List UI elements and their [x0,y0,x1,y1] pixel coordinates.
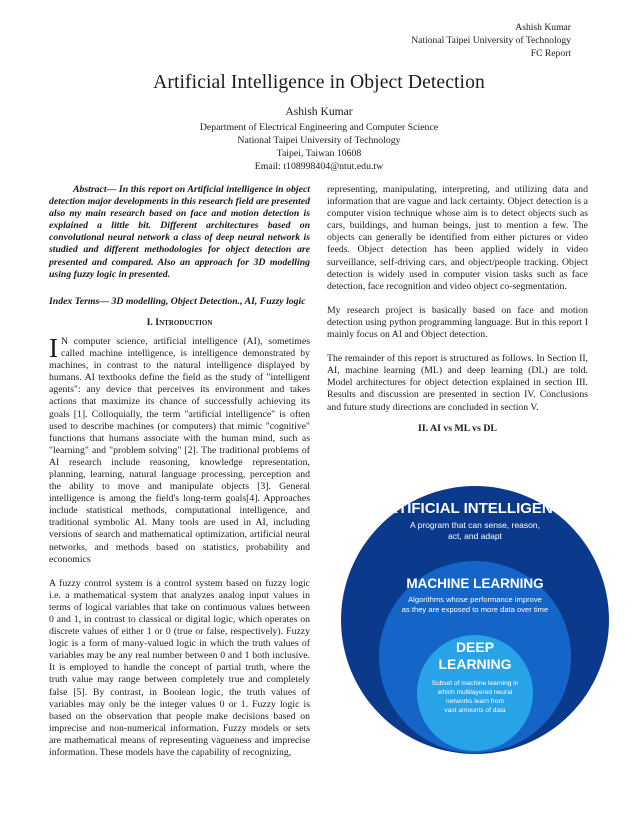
dl-desc-line3: networks learn from [446,698,504,705]
object-detection-paragraph: representing, manipulating, interpreting, and utilizing data and information that are vague and lack certainty. Object detection is a computer vision technique whose aim is to detect objects such as cars, buildings, and human beings, just to mention a few. The objects can generally be identified from either pictures or video feeds. Object detection has been applied widely in video surveillance, self-driving cars, and object/people tracking. Object detection is widely used in computer vision tasks such as face detection, face recognition and video object co-segmentation. [327,184,588,292]
author-email: Email: t108998404@ntut.edu.tw [254,161,384,172]
left-column [49,184,310,759]
ml-title: MACHINE LEARNING [406,576,544,591]
fuzzy-paragraph: A fuzzy control system is a control system based on fuzzy logic i.e. a mathematical system that analyzes analog input values in terms of logical variables that take on continuous values between 0 and 1, in contrast to classical or digital logic, which operates on discrete values of either 1 or 0 (true or false, respectively). Fuzzy logic is a form of many-valued logic in which the truth values of variables may be any real number between 0 and 1 both inclusive. It is employed to handle the concept of partial truth, where the truth value may range between completely true and completely false [5]. By contrast, in Boolean logic, the truth values of variables may only be the integer values 0 or 1. Fuzzy logic is based on the observation that people make decisions based on imprecise and non-numerical information. Fuzzy models or sets are mathematical means of representing vagueness and imprecise information. These models have the capability of recognizing, [49,577,310,759]
dl-desc-line2: which multilayered neural [437,689,513,696]
ai-title: ARTIFICIAL INTELLIGENCE [376,500,574,517]
ai-ml-dl-figure [340,469,610,769]
running-head [411,21,571,60]
paper-title: Artificial Intelligence in Object Detection [153,72,485,93]
section-heading-ai-ml-dl-text: II. AI vs ML vs DL [418,422,497,434]
author-department: Department of Electrical Engineering and Computer Science [199,122,439,133]
ml-desc-line1: Algorithms whose performance improve [408,595,542,604]
dl-desc-line4: vast amounts of data [444,707,506,714]
author-city: Taipei, Taiwan 10608 [276,148,362,159]
dl-title-line1: DEEP [455,639,495,655]
index-terms: Index Terms— 3D modelling, Object Detection., AI, Fuzzy logic [49,295,306,307]
research-project-paragraph: My research project is basically based on face and motion detection using python programming language. But in this report I mainly focus on AI and Object detection. [327,304,588,341]
dropcap: I [49,332,58,363]
dl-title-line2: LEARNING [438,656,512,672]
report-structure-paragraph: The remainder of this report is structured as follows. In Section II, AI, machine learning (ML) and deep learning (DL) are told. Model architectures for object detection explained in section III. Results and discussion are presented in section IV. Conclusions and future study directions are concluded in section V. [327,353,588,413]
running-head-affiliation: National Taipei University of Technology [411,35,571,46]
author-block [0,104,638,173]
right-column [327,184,588,442]
dl-desc-line1: Subset of machine learning in [431,680,519,687]
author-name: Ashish Kumar [285,105,353,118]
ml-desc-line2: as they are exposed to more data over time [401,605,549,614]
running-head-report: FC Report [530,48,571,59]
section-heading-introduction: I. Introduction [146,316,213,328]
abstract: Abstract— In this report on Artificial intelligence in object detection major developments in this research field are presented also my main research based on face and motion detection is explained a little bit. Different architectures based on convolutional neural network a class of deep neural network is studied and different methodologies for object detection are presented and compared. Also an approach for 3D modelling using fuzzy logic in presented. [49,184,310,280]
ai-desc-line2: act, and adapt [448,531,502,541]
intro-text: N computer science, artificial intelligence (AI), sometimes called machine intelligence, is intelligence demonstrated by machines, in contrast to the natural intelligence displayed by humans. AI textbooks define the field as the study of "intelligent agents": any device that perceives its environment and takes actions that maximize its chance of successfully achieving its goals [1]. Colloquially, the term "artificial intelligence" is often used to describe machines (or computers) that mimic "cognitive" functions that humans associate with the human mind, such as "learning" and "problem solving" [2]. The traditional problems of AI research include reasoning, knowledge representation, planning, learning, natural language processing, perception and the ability to move and manipulate objects [3]. General intelligence is among the field's long-term goals[4]. Approaches include statistical methods, computational intelligence, and traditional symbolic AI. Many tools are used in AI, including versions of search and mathematical optimization, artificial neural networks, and methods based on statistics, probability and economics [49,335,310,565]
running-head-author: Ashish Kumar [515,22,571,33]
intro-paragraph [49,332,310,566]
ai-desc-line1: A program that can sense, reason, [410,520,540,530]
ai-ml-dl-diagram [340,469,610,769]
author-university: National Taipei University of Technology [237,135,401,146]
section-heading-ai-ml-dl [327,423,588,435]
